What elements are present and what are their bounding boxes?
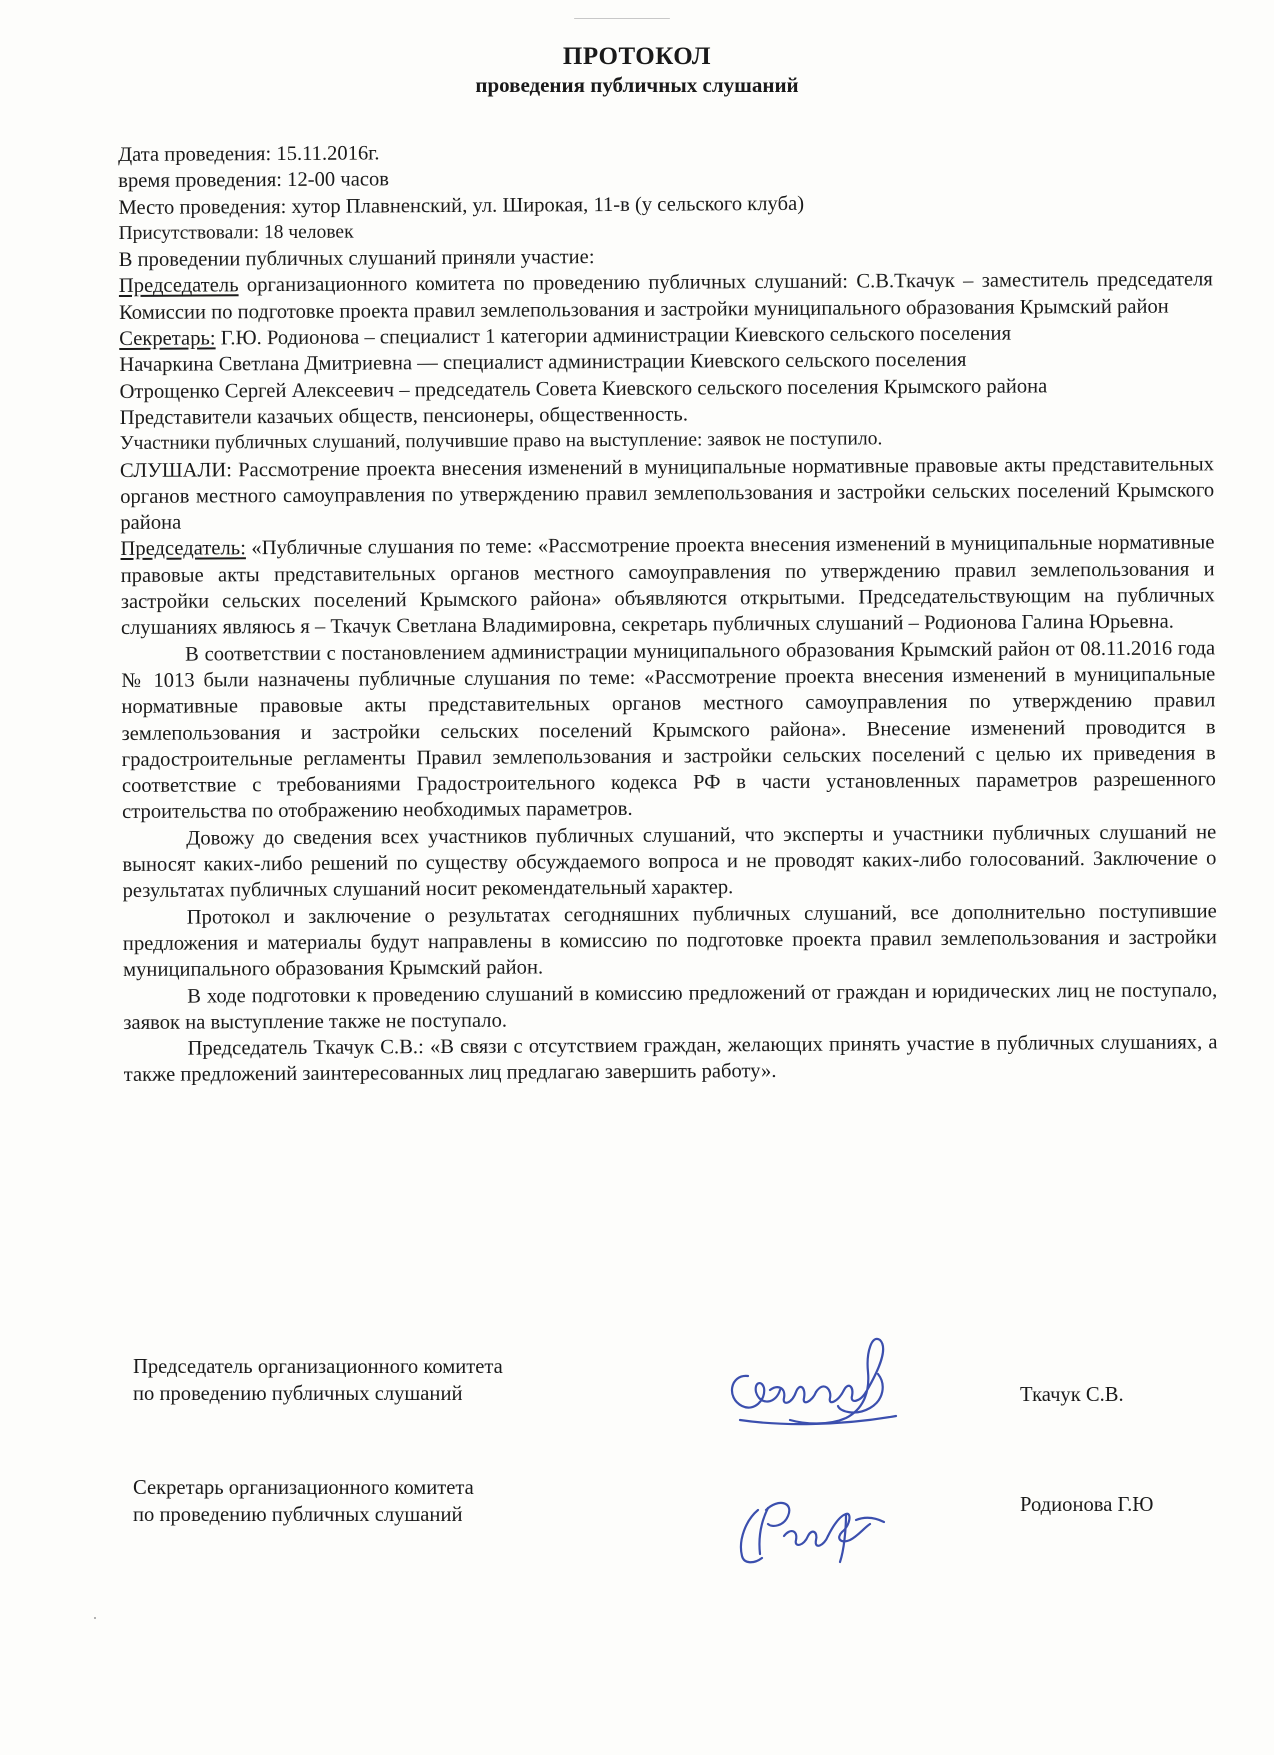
chair-speech-label: Председатель:: [120, 537, 246, 561]
chair-signature: [720, 1328, 950, 1438]
secretary-signature: [728, 1480, 898, 1570]
chair-signature-role-line2: по проведению публичных слушаний: [133, 1383, 463, 1405]
scan-speck: [574, 18, 670, 19]
paragraph: Протокол и заключение о результатах сегодняшних публичных слушаний, все дополнительно поступившие предложения и материалы будут направлены в комиссию по подготовке проекта правил землепользования и застройки муниципального образования Крымский район.: [122, 899, 1217, 982]
chair-signature-caption: [133, 1354, 503, 1408]
chair-signatory-name: Ткачук С.В.: [1020, 1384, 1124, 1406]
chair-speech-text: «Публичные слушания по теме: «Рассмотрение проекта внесения изменений в муниципальные нормативные правовые акты представительных органов местного самоуправления по утверждению правил землепользования и застройки сельских поселений Крымского района» объявляются открытыми. Председательствующим на публичных слушаниях являюсь я – Ткачук Светлана Владимировна, секретарь публичных слушаний – Родионова Галина Юрьевна.: [120, 531, 1215, 640]
paragraph: В ходе подготовки к проведению слушаний в комиссию предложений от граждан и юридических лиц не поступало, заявок на выступление также не поступало.: [123, 978, 1218, 1034]
speaker-requests: Участники публичных слушаний, получившие право на выступление: заявок не поступило.: [119, 428, 883, 455]
secretary-signatory-name: Родионова Г.Ю: [1020, 1494, 1154, 1516]
paragraph: В соответствии с постановлением администрации муниципального образования Крымский район от 08.11.2016 года № 1013 были назначены публичные слушания по теме: «Рассмотрение проекта внесения изменений в муниципальные нормативные правовые акты представительных органов местного самоуправления по утверждению правил землепользования и застройки сельских поселений Крымского района». Внесение изменений проводится в градостроительные регламенты Правил землепользования и застройки сельских поселений с целью их приведения в соответствие с требованиями Градостроительного кодекса РФ в части установленных параметров разрешенного строительства по отображению необходимых параметров.: [121, 636, 1216, 824]
paragraph: Председатель Ткачук С.В.: «В связи с отсутствием граждан, желающих принять участие в публичных слушаниях, а также предложений заинтересованных лиц предлагаю завершить работу».: [123, 1031, 1218, 1087]
chair-opening-speech: [120, 530, 1215, 642]
document-title: ПРОТОКОЛ: [562, 43, 712, 70]
protocol-body: [118, 135, 1218, 1088]
participant-entry: Начаркина Светлана Дмитриевна — специалист администрации Киевского сельского поселения: [119, 349, 967, 377]
chair-description: организационного комитета по проведению публичных слушаний: С.В.Ткачук – заместитель председателя Комиссии по подготовке проекта правил землепользования и застройки муниципального образования Крымский район: [118, 268, 1213, 324]
heard-item: СЛУШАЛИ: Рассмотрение проекта внесения изменений в муниципальные нормативные правовые акты представительных органов местного самоуправления по утверждению правил землепользования и застройки сельских поселений Крымского района: [119, 452, 1215, 535]
chair-entry: [119, 267, 1213, 326]
secretary-signature-role-line2: по проведению публичных слушаний: [133, 1504, 463, 1526]
chair-label: Председатель: [118, 274, 239, 298]
secretary-signature-caption: [133, 1475, 474, 1529]
attendance-count: Присутствовали: 18 человек: [118, 221, 354, 244]
paragraph: Довожу до сведения всех участников публичных слушаний, что эксперты и участники публичных слушаний не выносят каких-либо решений по существу обсуждаемого вопроса и не проводят каких-либо голосований. Заключение о результатах публичных слушаний носит рекомендательный характер.: [122, 821, 1217, 903]
scan-speck: [94, 1617, 96, 1619]
secretary-description: Г.Ю. Родионова – специалист 1 категории администрации Киевского сельского поселения: [215, 322, 1012, 350]
document-subtitle: проведения публичных слушаний: [475, 73, 799, 97]
meeting-place: Место проведения: хутор Плавненский, ул. Широкая, 11-в (у сельского клуба): [118, 192, 805, 219]
meeting-time: время проведения: 12-00 часов: [118, 168, 390, 193]
other-attendees: Представители казачьих обществ, пенсионеры, общественность.: [119, 403, 689, 429]
secretary-signature-role: Секретарь организационного комитета: [133, 1477, 474, 1499]
secretary-label: Секретарь:: [119, 327, 216, 351]
participant-entry: Отрощенко Сергей Алексеевич – председатель Совета Киевского сельского поселения Крымского района: [119, 374, 1048, 403]
meeting-date: Дата проведения: 15.11.2016г.: [118, 142, 380, 166]
chair-signature-role: Председатель организационного комитета: [133, 1356, 503, 1378]
participants-intro: В проведении публичных слушаний приняли участие:: [118, 246, 595, 272]
